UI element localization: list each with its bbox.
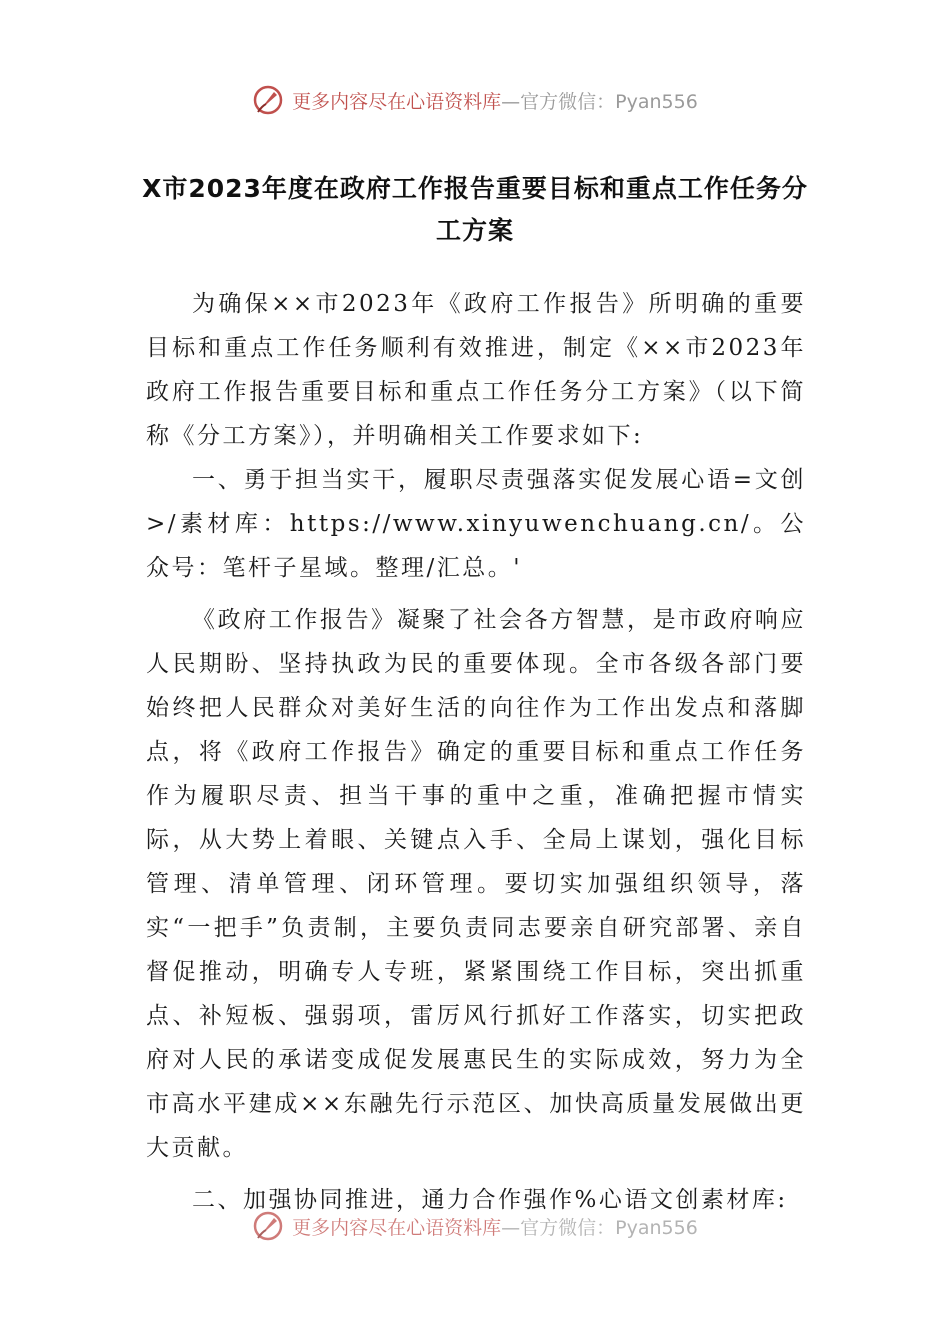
document-body	[146, 282, 806, 1222]
paragraph-section-1-body: 《政府工作报告》凝聚了社会各方智慧，是市政府响应人民期盼、坚持执政为民的重要体现。全市各级各部门要始终把人民群众对美好生活的向往作为工作出发点和落脚点，将《政府工作报告》确定的重要目标和重点工作任务作为履职尽责、担当干事的重中之重，准确把握市情实际，从大势上着眼、关键点入手、全局上谋划，强化目标管理、清单管理、闭环管理。要切实加强组织领导，落实“一把手”负责制，主要负责同志要亲自研究部署、亲自督促推动，明确专人专班，紧紧围绕工作目标，突出抓重点、补短板、强弱项，雷厉风行抓好工作落实，切实把政府对人民的承诺变成促发展惠民生的实际成效，努力为全市高水平建成××东融先行示范区、加快高质量发展做出更大贡献。	[146, 607, 806, 1161]
header-watermark	[0, 84, 950, 116]
watermark-text: 更多内容尽在心语资料库—官方微信：Pyan556	[292, 1216, 698, 1239]
quill-logo-icon	[252, 84, 284, 116]
paragraph-section-2-heading: 二、加强协同推进，通力合作强作%心语文创素材库:	[192, 1187, 788, 1213]
watermark-text: 更多内容尽在心语资料库—官方微信：Pyan556	[292, 90, 698, 113]
quill-logo-icon	[252, 1210, 284, 1242]
footer-watermark	[0, 1210, 950, 1242]
paragraph-section-1-heading: 一、勇于担当实干，履职尽责强落实促发展心语=文创>/素材库：https://www.xinyuwenchuang.cn/。公众号：笔杆子星域。整理/汇总。'	[146, 467, 806, 581]
paragraph-intro: 为确保××市2023年《政府工作报告》所明确的重要目标和重点工作任务顺利有效推进，制定《××市2023年政府工作报告重要目标和重点工作任务分工方案》（以下简称《分工方案》），并明确相关工作要求如下:	[146, 291, 806, 449]
document-title: X市2023年度在政府工作报告重要目标和重点工作任务分工方案	[142, 174, 808, 245]
